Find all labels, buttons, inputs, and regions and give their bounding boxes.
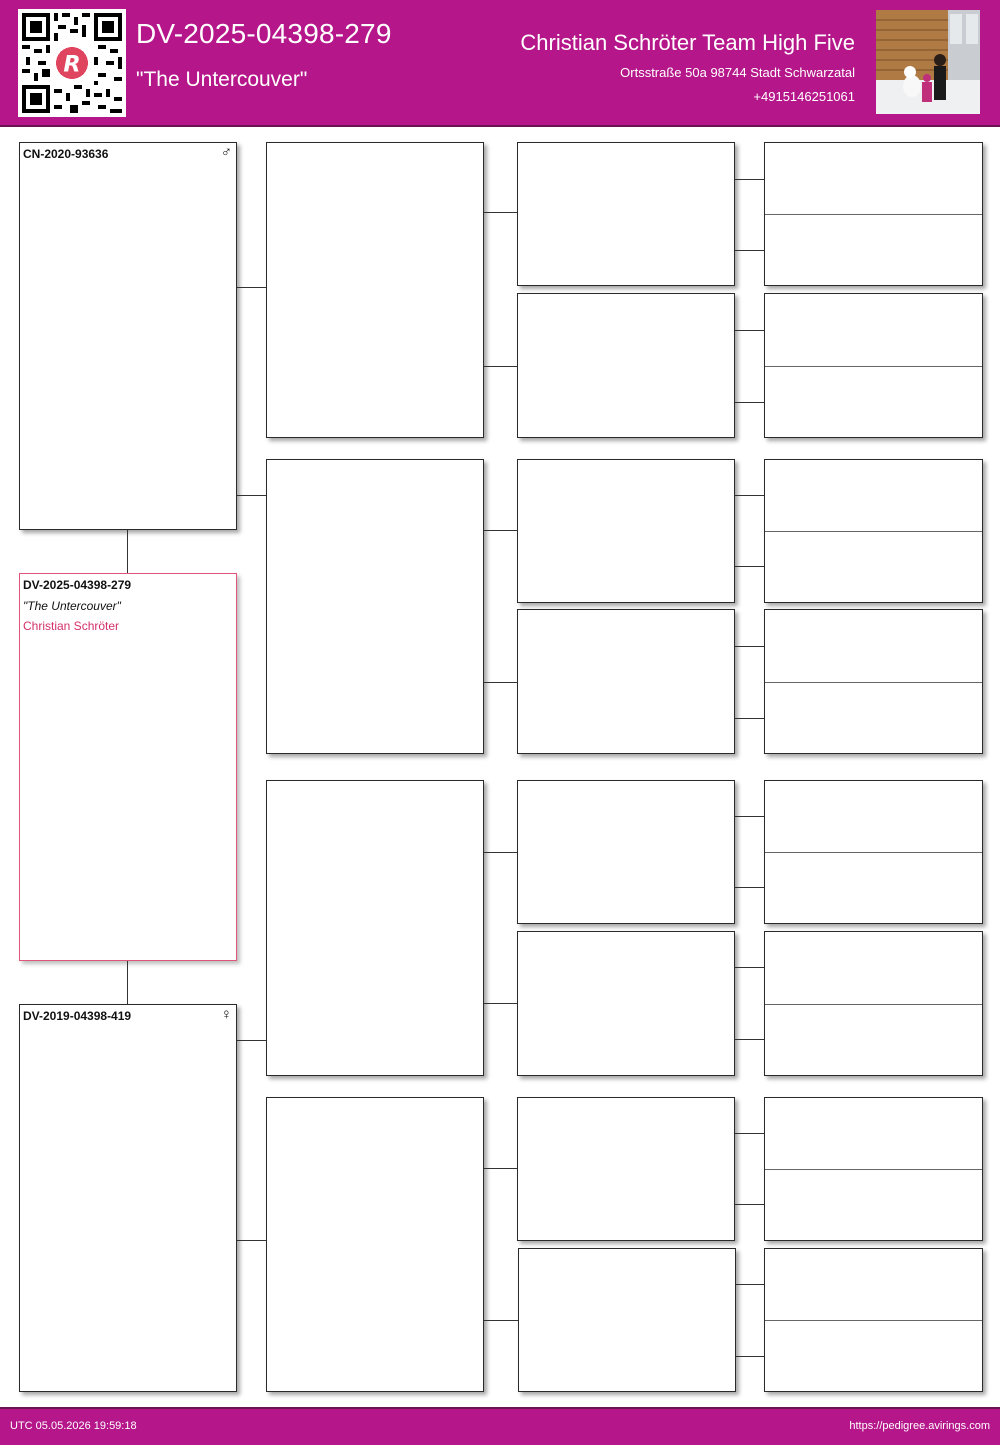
sire-card[interactable]	[19, 142, 237, 530]
connector-line	[735, 967, 764, 968]
header-reg-number: DV-2025-04398-279	[136, 18, 392, 49]
great-grandparent-card[interactable]	[517, 459, 735, 603]
footer-url-link[interactable]: https://pedigree.avirings.com	[849, 1420, 990, 1432]
great-grandparent-card[interactable]	[517, 1097, 735, 1241]
ancestor-pair-card[interactable]	[764, 1248, 983, 1392]
ancestor-pair-card[interactable]	[764, 142, 983, 286]
connector-line	[735, 646, 764, 647]
ancestor-pair-card[interactable]	[764, 609, 983, 754]
connector-line	[237, 1240, 266, 1241]
connector-line	[484, 1168, 517, 1169]
pair-divider	[765, 1169, 982, 1170]
ancestor-pair-card[interactable]	[764, 459, 983, 603]
pair-divider	[765, 1320, 982, 1321]
connector-line	[127, 961, 128, 1004]
connector-line	[735, 330, 764, 331]
connector-line	[237, 1040, 266, 1041]
pair-divider	[765, 852, 982, 853]
connector-line	[484, 1320, 518, 1321]
header-divider	[0, 125, 1000, 127]
pair-divider	[765, 1004, 982, 1005]
ancestor-pair-card[interactable]	[764, 1097, 983, 1241]
connector-line	[735, 1039, 764, 1040]
connector-line	[484, 852, 517, 853]
footer-bar	[0, 1409, 1000, 1445]
connector-line	[484, 212, 517, 213]
owner-phone[interactable]: +4915146251061	[753, 89, 855, 104]
grandparent-card[interactable]	[266, 1097, 484, 1392]
subject-breeder-name: Christian Schröter	[23, 619, 120, 633]
pair-divider	[765, 214, 982, 215]
connector-line	[484, 682, 517, 683]
connector-line	[735, 250, 764, 251]
grandparent-card[interactable]	[266, 142, 484, 438]
qr-code-icon[interactable]	[18, 9, 126, 117]
subject-card[interactable]	[19, 573, 237, 961]
connector-line	[735, 179, 764, 180]
connector-line	[237, 287, 266, 288]
dam-card[interactable]	[19, 1004, 237, 1392]
connector-line	[735, 566, 764, 567]
great-grandparent-card[interactable]	[517, 293, 735, 438]
grandparent-card[interactable]	[266, 780, 484, 1076]
great-grandparent-card[interactable]	[517, 931, 735, 1076]
subject-dog-name: "The Untercouver"	[23, 599, 121, 613]
connector-line	[484, 366, 517, 367]
grandparent-card[interactable]	[266, 459, 484, 754]
connector-line	[735, 1204, 764, 1205]
connector-line	[484, 1003, 517, 1004]
pair-divider	[765, 366, 982, 367]
connector-line	[735, 887, 764, 888]
connector-line	[237, 495, 266, 496]
subject-reg-number: DV-2025-04398-279	[23, 578, 132, 592]
pair-divider	[765, 682, 982, 683]
owner-name: Christian Schröter Team High Five	[520, 30, 855, 55]
great-grandparent-card[interactable]	[517, 609, 735, 754]
header-bar	[0, 0, 1000, 125]
connector-line	[735, 402, 764, 403]
connector-line	[127, 530, 128, 573]
ancestor-pair-card[interactable]	[764, 293, 983, 438]
header-dog-name: "The Untercouver"	[136, 68, 308, 91]
connector-line	[735, 816, 764, 817]
great-grandparent-card[interactable]	[517, 142, 735, 286]
great-grandparent-card[interactable]	[518, 1248, 736, 1392]
owner-address: Ortsstraße 50a 98744 Stadt Schwarzatal	[620, 65, 855, 80]
connector-line	[484, 530, 517, 531]
svg-text:R: R	[63, 51, 81, 78]
connector-line	[736, 1356, 764, 1357]
male-symbol-icon: ♂	[220, 144, 232, 161]
connector-line	[735, 718, 764, 719]
pair-divider	[765, 531, 982, 532]
owner-photo-icon	[876, 10, 980, 114]
great-grandparent-card[interactable]	[517, 780, 735, 924]
dam-reg-number: DV-2019-04398-419	[23, 1009, 132, 1023]
sire-reg-number: CN-2020-93636	[23, 147, 109, 161]
connector-line	[735, 1133, 764, 1134]
ancestor-pair-card[interactable]	[764, 931, 983, 1076]
footer-timestamp: UTC 05.05.2026 19:59:18	[10, 1420, 137, 1432]
connector-line	[736, 1284, 764, 1285]
ancestor-pair-card[interactable]	[764, 780, 983, 924]
connector-line	[735, 495, 764, 496]
female-symbol-icon: ♀	[220, 1006, 232, 1023]
